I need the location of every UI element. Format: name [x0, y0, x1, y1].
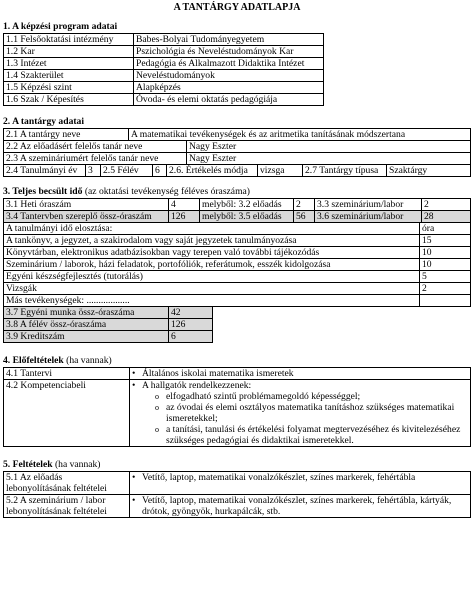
total-seminar-label: 3.6 szeminárium/labor [315, 211, 422, 223]
table-row [4, 58, 324, 70]
semester-value: 6 [153, 165, 167, 177]
section-3-title: 3. Teljes becsült idő [3, 186, 83, 197]
row-label: 1.3 Intézet [4, 58, 134, 70]
lecturer-value: Nagy Eszter [187, 141, 471, 153]
evaluation-label: 2.6. Értékelés módja [167, 165, 258, 177]
section-2-heading: 2. A tantárgy adatai [3, 116, 85, 127]
row-value: Pszichológia és Neveléstudományok Kar [134, 46, 324, 58]
section-3-totals-table [3, 307, 213, 343]
seminar-teacher-label: 2.3 A szemináriumért felelős tanár neve [4, 153, 187, 165]
total-seminar-value: 28 [422, 211, 471, 223]
lecture-conditions-label: 5.1 Az előadás lebonyolításának feltételei [4, 472, 130, 495]
activity-hours: 10 [420, 259, 471, 271]
activity-hours: 5 [420, 271, 471, 283]
table-row [4, 165, 471, 177]
table-row [4, 153, 471, 165]
table-row [4, 331, 213, 343]
competence-prereq-cell [130, 380, 471, 447]
table-row [4, 271, 471, 283]
semester-label: 2.5 Félév [101, 165, 153, 177]
year-value: 3 [86, 165, 101, 177]
section-4-heading [3, 355, 471, 367]
subject-type-value: Szaktárgy [387, 165, 471, 177]
lecture-conditions-cell [130, 472, 471, 495]
row-label: 1.1 Felsőoktatási intézmény [4, 34, 134, 46]
seminar-teacher-value: Nagy Eszter [187, 153, 471, 165]
seminar-conditions-value: • Vetítő, laptop, matematikai vonalzókészlet, színes markerek, fehértábla, kártyák, drótok, gyöngyök, hurkapálcák, stb. [142, 495, 468, 517]
row-label: 1.2 Kar [4, 46, 134, 58]
row-value: Alapképzés [134, 82, 324, 94]
table-row [4, 70, 324, 82]
year-label: 2.4 Tanulmányi év [4, 165, 86, 177]
table-row [4, 295, 471, 307]
table-row [4, 247, 471, 259]
section-1-heading: 1. A képzési program adatai [3, 21, 118, 32]
table-row [4, 283, 471, 295]
curricular-prereq-label: 4.1 Tantervi [4, 368, 130, 380]
activity-label: Szeminárium / laborok, házi feladatok, portofóliók, referátumok, esszék kidolgozása [4, 259, 420, 271]
activity-hours: 10 [420, 247, 471, 259]
competence-item: o elfogadható szintű problémamegoldó képességgel; [166, 391, 468, 402]
table-row [4, 94, 324, 106]
section-4-note: (ha vannak) [66, 355, 112, 366]
table-row [4, 211, 471, 223]
table-row [4, 235, 471, 247]
row-value: Pedagógia és Alkalmazott Didaktika Intézet [134, 58, 324, 70]
credits-value: 6 [169, 331, 213, 343]
table-row [4, 82, 324, 94]
section-3-note: (az oktatási tevékenység féléves óraszáma) [84, 186, 250, 197]
table-row [4, 199, 471, 211]
row-label: 1.4 Szakterület [4, 70, 134, 82]
section-1-table [3, 33, 324, 106]
table-row [4, 129, 471, 141]
seminar-conditions-label: 5.2 A szeminárium / labor lebonyolításának feltételei [4, 495, 130, 518]
total-hours-value: 126 [169, 211, 200, 223]
individual-hours-label: 3.7 Egyéni munka össz-óraszáma [4, 307, 169, 319]
lecturer-label: 2.2 Az előadásért felelős tanár neve [4, 141, 187, 153]
table-row [4, 259, 471, 271]
competence-prereq-label: 4.2 Kompetenciabeli [4, 380, 130, 447]
activity-hours: 2 [420, 283, 471, 295]
curricular-prereq-value: • Általános iskolai matematika ismeretek [142, 368, 468, 379]
section-3-distribution-table [3, 223, 471, 307]
weekly-hours-value: 4 [169, 199, 200, 211]
table-row [4, 495, 471, 518]
semester-hours-label: 3.8 A félév össz-óraszáma [4, 319, 169, 331]
curricular-prereq-cell [130, 368, 471, 380]
subject-name-label: 2.1 A tantárgy neve [4, 129, 129, 141]
row-label: 1.6 Szak / Képesítés [4, 94, 134, 106]
table-row [4, 307, 213, 319]
weekly-hours-label: 3.1 Heti óraszám [4, 199, 169, 211]
weekly-seminar-label: 3.3 szeminárium/labor [315, 199, 422, 211]
row-value: Óvoda- és elemi oktatás pedagógiája [134, 94, 324, 106]
activity-label: Más tevékenységek: .................. [4, 295, 420, 307]
document-title: A TANTÁRGY ADATLAPJA [173, 2, 301, 13]
row-value: Babes-Bolyai Tudományegyetem [134, 34, 324, 46]
distribution-label: A tanulmányi idő elosztása: [4, 223, 420, 235]
table-row [4, 319, 213, 331]
section-2-name-table [3, 128, 471, 141]
total-lecture-value: 56 [294, 211, 315, 223]
table-row [4, 34, 324, 46]
competence-intro: • A hallgatók rendelkezzenek: [142, 380, 468, 391]
section-4-table [3, 367, 471, 447]
section-5-note: (ha vannak) [54, 459, 101, 470]
distribution-unit: óra [420, 223, 471, 235]
total-hours-label: 3.4 Tantervben szereplő össz-óraszám [4, 211, 169, 223]
row-value: Neveléstudományok [134, 70, 324, 82]
section-4-title: 4. Előfeltételek [3, 355, 64, 366]
total-lecture-label: melyből: 3.5 előadás [200, 211, 294, 223]
lecture-conditions-value: • Vetítő, laptop, matematikai vonalzókészlet, színes markerek, fehértábla [142, 472, 468, 483]
document-page [0, 1, 474, 596]
individual-hours-value: 42 [169, 307, 213, 319]
section-5-heading [3, 459, 471, 471]
credits-label: 3.9 Kreditszám [4, 331, 169, 343]
row-label: 1.5 Képzési szint [4, 82, 134, 94]
evaluation-value: vizsga [258, 165, 303, 177]
section-3-heading [3, 186, 471, 198]
weekly-seminar-value: 2 [422, 199, 471, 211]
table-row [4, 223, 471, 235]
section-3-hours-table [3, 198, 471, 223]
competence-item: o a tanítási, tanulási és értékelési folyamat megtervezéséhez és kivitelezéséhez szükséges pedagógiai és didaktikai ismeretekkel. [166, 424, 468, 446]
table-row [4, 368, 471, 380]
section-5-table [3, 471, 471, 518]
activity-label: Könyvtárban, elektronikus adatbázisokban vagy terepen való további tájékozódás [4, 247, 420, 259]
weekly-lecture-label: melyből: 3.2 előadás [200, 199, 294, 211]
semester-hours-value: 126 [169, 319, 213, 331]
subject-type-label: 2.7 Tantárgy típusa [303, 165, 387, 177]
subject-name-value: A matematikai tevékenységek és az aritmetika tanításának módszertana [129, 129, 471, 141]
activity-label: Egyéni készségfejlesztés (tutorálás) [4, 271, 420, 283]
activity-label: Vizsgák [4, 283, 420, 295]
competence-item: o az óvodai és elemi osztályos matematika tanításhoz szükséges matematikai ismeretekkel; [166, 402, 468, 424]
seminar-conditions-cell [130, 495, 471, 518]
table-row [4, 46, 324, 58]
section-5-title: 5. Feltételek [3, 459, 53, 470]
table-row [4, 380, 471, 447]
table-row [4, 141, 471, 153]
section-2-details-table [3, 165, 471, 177]
section-2-teachers-table [3, 141, 471, 165]
table-row [4, 472, 471, 495]
activity-hours [420, 295, 471, 307]
activity-label: A tankönyv, a jegyzet, a szakirodalom vagy saját jegyzetek tanulmányozása [4, 235, 420, 247]
weekly-lecture-value: 2 [294, 199, 315, 211]
activity-hours: 15 [420, 235, 471, 247]
